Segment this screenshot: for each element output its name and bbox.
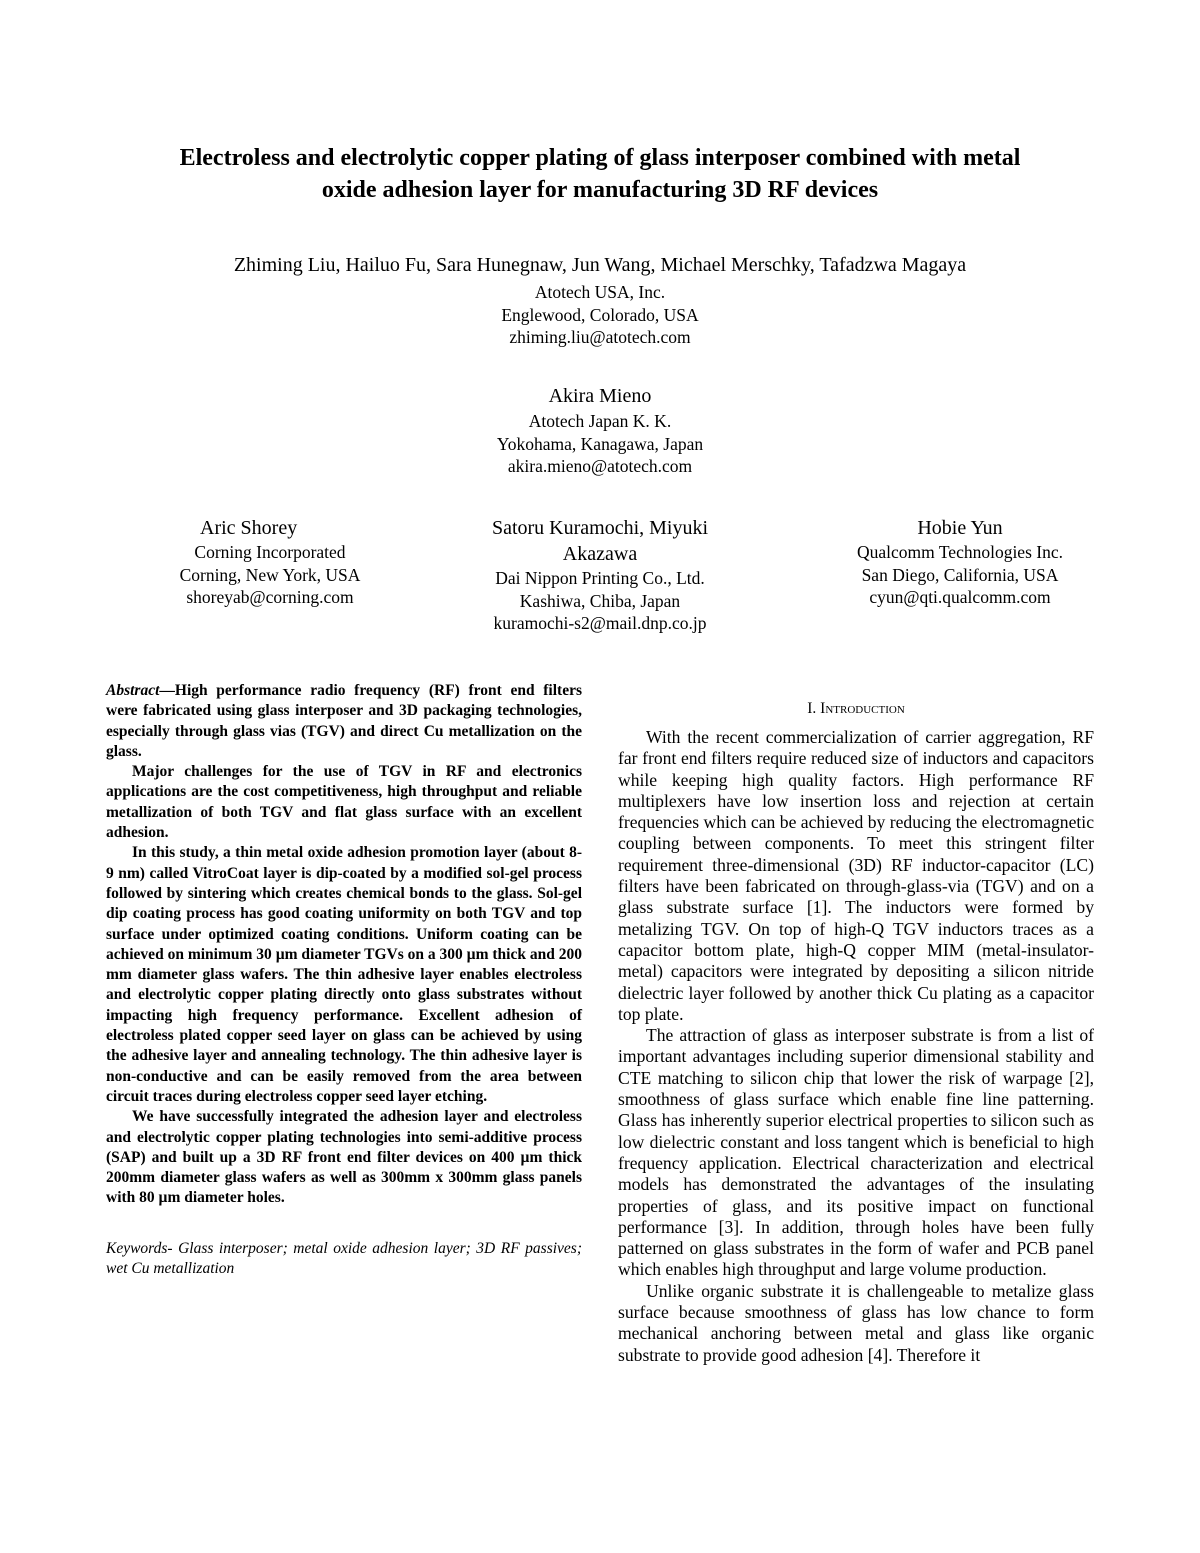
intro-paragraph-3: Unlike organic substrate it is challengeable to metalize glass surface because smoothness of glass has low chance to form mechanical anchoring between metal and glass like organic substrate to provide good adhesion [4]. Therefore it (618, 1280, 1094, 1365)
author-name: Aric Shorey (200, 517, 298, 539)
introduction-column (618, 699, 1094, 1366)
affiliation-atotech-japan (300, 383, 900, 478)
affiliation-location: Yokohama, Kanagawa, Japan (496, 433, 704, 454)
affiliation-org: Corning Incorporated (194, 542, 346, 562)
affiliation-location: Kashiwa, Chiba, Japan (519, 590, 681, 611)
section-title: Introduction (820, 700, 905, 717)
abstract-column (106, 681, 582, 1279)
abstract-label: Abstract (106, 682, 160, 699)
affiliation-org: Atotech USA, Inc. (534, 282, 666, 302)
section-number: I. (807, 700, 817, 717)
affiliation-email: zhiming.liu@atotech.com (509, 327, 691, 347)
abstract-paragraph-1 (106, 681, 582, 762)
author-name-line-1: Satoru Kuramochi, Miyuki (491, 517, 709, 539)
author-name-line-2: Akazawa (562, 543, 638, 565)
affiliation-email: kuramochi-s2@mail.dnp.co.jp (493, 613, 707, 633)
paper-title-line-2: oxide adhesion layer for manufacturing 3D RF devices (321, 177, 879, 203)
affiliation-org: Qualcomm Technologies Inc. (857, 542, 1063, 562)
paper-title-line-1: Electroless and electrolytic copper plating of glass interposer combined with metal (179, 145, 1021, 171)
affiliation-location: Englewood, Colorado, USA (501, 304, 699, 325)
affiliation-corning (130, 515, 410, 609)
paper-title (60, 142, 1140, 206)
abstract-paragraph-2: Major challenges for the use of TGV in RF and electronics applications are the cost competitiveness, high throughput and reliable metallization of both TGV and flat glass surface with an excellent adhesion. (106, 763, 582, 842)
author-name: Hobie Yun (917, 517, 1003, 539)
intro-paragraph-2: The attraction of glass as interposer substrate is from a list of important advantages including superior dimensional stability and CTE matching to silicon chip that lower the risk of warpage [2], smoothness of glass surface which enable fine line patterning. Glass has inherently superior electrical properties to silicon such as low dielectric constant and loss tangent which is beneficial to high frequency application. Electrical characterization and electrical models has demonstrated the advantages of the insulating properties of glass, and its positive impact on functional performance [3]. In addition, through holes have been fully patterned on glass substrates in the form of wafer and PCB panel which enables high throughput and large volume production. (618, 1025, 1094, 1280)
abstract-paragraph-3: In this study, a thin metal oxide adhesion promotion layer (about 8-9 nm) called VitroCoat layer is dip-coated by a modified sol-gel process followed by sintering which creates chemical bonds to the glass. Sol-gel dip coating process has good coating uniformity on both TGV and top surface under optimized coating conditions. Uniform coating can be achieved on minimum 30 µm diameter TGVs on a 300 µm thick and 200 mm diameter glass wafers. The thin adhesive layer enables electroless and electrolytic copper plating directly onto glass substrates without impacting high frequency performance. Excellent adhesion of electroless plated copper seed layer on glass can be achieved by using the adhesive layer and annealing technology. The thin adhesive layer is non-conductive and can be easily removed from the area between circuit traces during electroless copper seed layer etching. (106, 844, 582, 1105)
main-author-list: Zhiming Liu, Hailuo Fu, Sara Hunegnaw, Jun Wang, Michael Merschky, Tafadzwa Magaya (233, 254, 967, 276)
affiliation-dnp (460, 515, 740, 635)
affiliation-qualcomm (812, 515, 1108, 609)
author-name: Akira Mieno (548, 385, 652, 407)
affiliation-org: Dai Nippon Printing Co., Ltd. (495, 568, 705, 588)
intro-paragraph-1: With the recent commercialization of carrier aggregation, RF far front end filters require reduced size of inductors and capacitors while keeping high quality factors. High performance RF multiplexers have low insertion loss and rejection at certain frequencies which can be achieved by reducing the electromagnetic coupling between components. To meet this stringent filter requirement three-dimensional (3D) RF inductor-capacitor (LC) filters have been fabricated on through-glass-via (TGV) and on a glass substrate surface [1]. The inductors were formed by metalizing TGV. On top of high-Q TGV inductors traces as a capacitor bottom plate, high-Q copper MIM (metal-insulator-metal) capacitors were integrated by depositing a silicon nitride dielectric layer followed by another thick Cu plating as a capacitor top plate. (618, 727, 1094, 1024)
affiliation-location: San Diego, California, USA (861, 564, 1059, 585)
affiliation-org: Atotech Japan K. K. (528, 411, 672, 431)
section-heading (618, 699, 1094, 719)
affiliation-location: Corning, New York, USA (179, 564, 361, 585)
affiliation-email: akira.mieno@atotech.com (507, 456, 693, 476)
affiliation-email: cyun@qti.qualcomm.com (869, 587, 1051, 607)
affiliation-email: shoreyab@corning.com (186, 587, 354, 607)
keywords: Keywords- Glass interposer; metal oxide adhesion layer; 3D RF passives; wet Cu metallization (106, 1239, 582, 1278)
abstract-text-1: —High performance radio frequency (RF) front end filters were fabricated using glass interposer and 3D packaging technologies, especially through glass vias (TGV) and direct Cu metallization on the glass. (106, 682, 582, 760)
affiliation-atotech-usa (300, 281, 900, 349)
abstract-paragraph-4: We have successfully integrated the adhesion layer and electroless and electrolytic copper plating technologies into semi-additive process (SAP) and built up a 3D RF front end filter devices on 400 µm thick 200mm diameter glass wafers as well as 300mm x 300mm glass panels with 80 µm diameter holes. (106, 1108, 582, 1207)
